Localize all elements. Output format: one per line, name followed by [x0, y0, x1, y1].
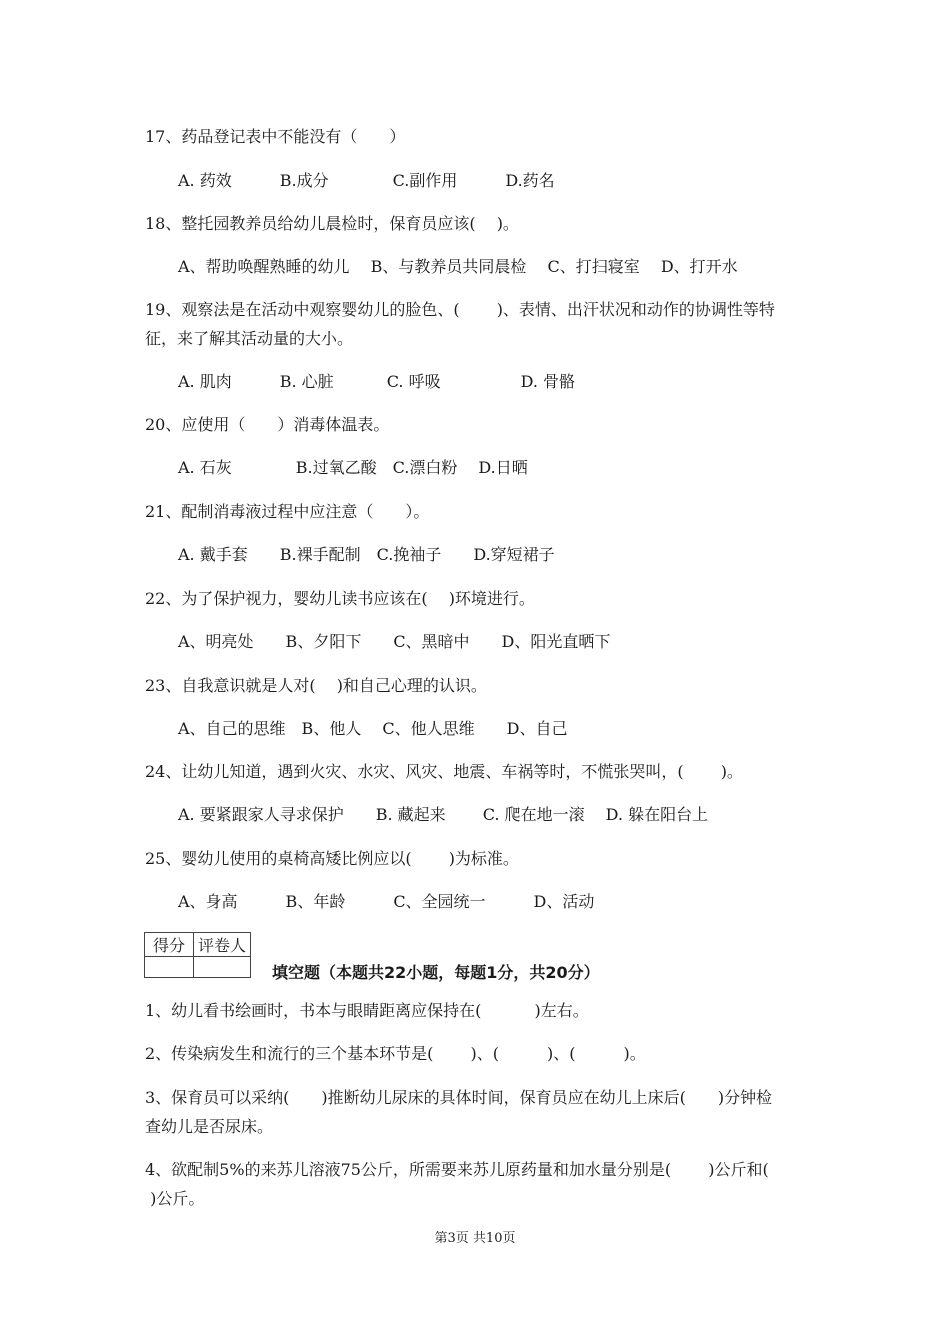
score-box [144, 932, 251, 978]
question-22-stem: 22、为了保护视力，婴幼儿读书应该在( )环境进行。 [145, 589, 535, 608]
question-20-stem: 20、应使用（ ）消毒体温表。 [145, 415, 390, 434]
question-18-stem: 18、整托园教养员给幼儿晨检时，保育员应该( )。 [145, 214, 519, 233]
question-19-stem: 19、观察法是在活动中观察婴幼儿的脸色、( )、表情、出汗状况和动作的协调性等特 [145, 300, 775, 319]
grader-label: 评卷人 [194, 933, 251, 957]
fill-question-2: 2、传染病发生和流行的三个基本环节是( )、( )、( )。 [145, 1044, 646, 1063]
section-title: 填空题（本题共22小题，每题1分，共20分） [272, 963, 600, 982]
question-17-stem: 17、药品登记表中不能没有（ ） [145, 127, 406, 146]
grader-cell [194, 957, 251, 978]
score-cell [145, 957, 194, 978]
page-footer: 第3页 共10页 [434, 1231, 516, 1246]
question-23-options: A、自己的思维 B、他人 C、他人思维 D、自己 [178, 719, 568, 738]
question-17-options: A. 药效 B.成分 C.副作用 D.药名 [178, 171, 555, 190]
fill-question-1: 1、幼儿看书绘画时，书本与眼睛距离应保持在( )左右。 [145, 1001, 589, 1020]
fill-question-4-continued: )公斤。 [145, 1189, 205, 1208]
question-18-options: A、帮助唤醒熟睡的幼儿 B、与教养员共同晨检 C、打扫寝室 D、打开水 [178, 257, 738, 276]
score-label: 得分 [145, 933, 194, 957]
question-21-options: A. 戴手套 B.裸手配制 C.挽袖子 D.穿短裙子 [178, 545, 555, 564]
fill-question-3: 3、保育员可以采纳( )推断幼儿尿床的具体时间，保育员应在幼儿上床后( )分钟检 [145, 1088, 773, 1107]
question-19-stem-continued: 征，来了解其活动量的大小。 [145, 329, 354, 348]
fill-question-4: 4、欲配制5%的来苏儿溶液75公斤，所需要来苏儿原药量和加水量分别是( )公斤和( [145, 1160, 769, 1179]
question-21-stem: 21、配制消毒液过程中应注意（ ）。 [145, 502, 430, 521]
fill-question-3-continued: 查幼儿是否尿床。 [145, 1117, 274, 1136]
question-20-options: A. 石灰 B.过氧乙酸 C.漂白粉 D.日晒 [178, 458, 528, 477]
question-19-options: A. 肌肉 B. 心脏 C. 呼吸 D. 骨骼 [178, 372, 576, 391]
question-22-options: A、明亮处 B、夕阳下 C、黑暗中 D、阳光直晒下 [178, 632, 611, 651]
question-24-stem: 24、让幼儿知道，遇到火灾、水灾、风灾、地震、车祸等时，不慌张哭叫，( )。 [145, 762, 743, 781]
question-25-stem: 25、婴幼儿使用的桌椅高矮比例应以( )为标准。 [145, 849, 519, 868]
question-23-stem: 23、自我意识就是人对( )和自己心理的认识。 [145, 676, 487, 695]
question-24-options: A. 要紧跟家人寻求保护 B. 藏起来 C. 爬在地一滚 D. 躲在阳台上 [178, 805, 709, 824]
question-25-options: A、身高 B、年龄 C、全园统一 D、活动 [178, 892, 595, 911]
